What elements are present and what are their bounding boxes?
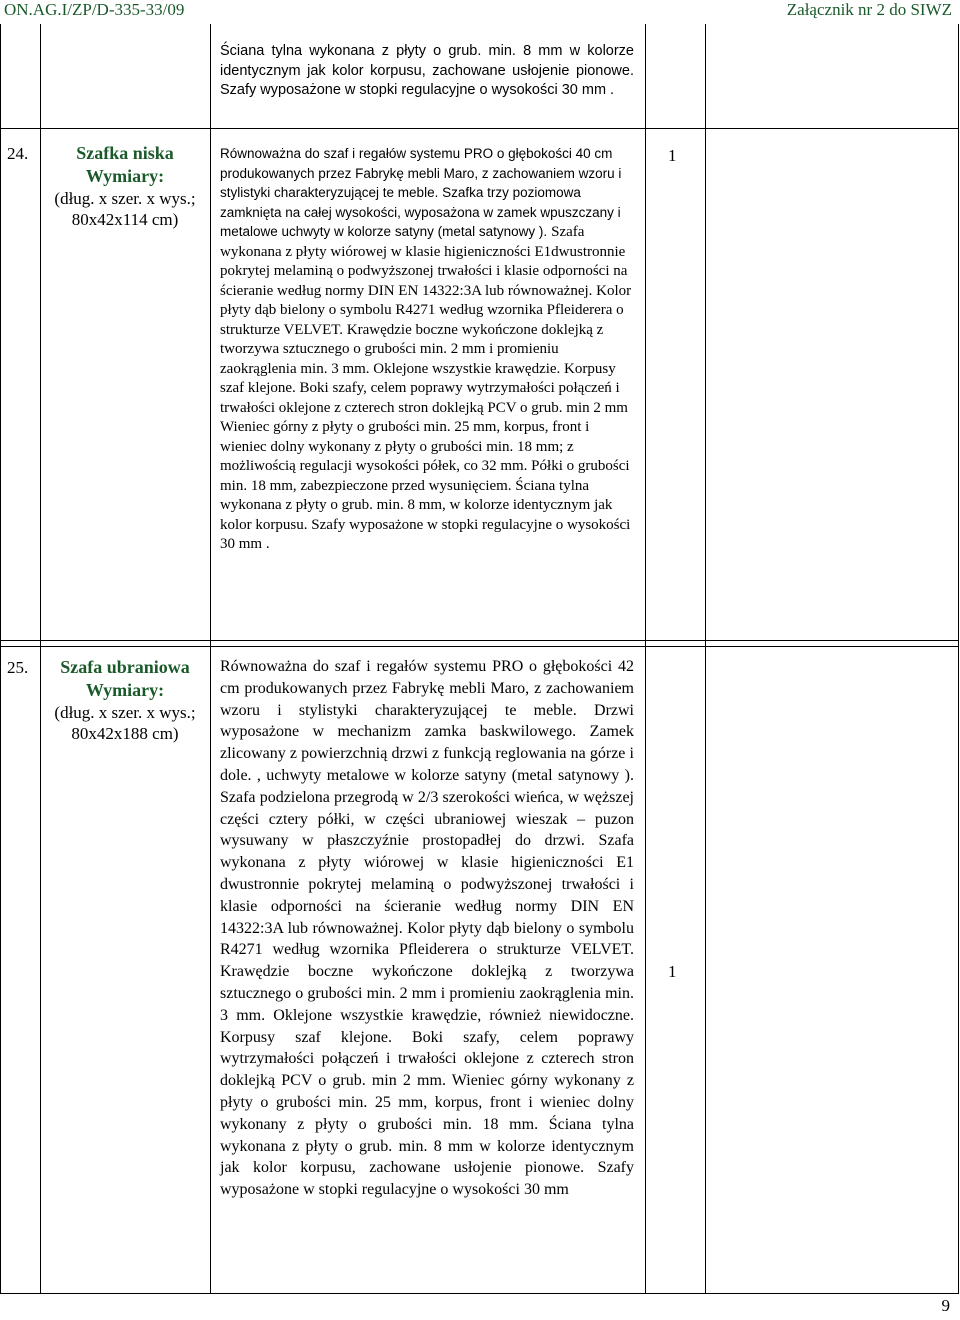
item-name-cell — [42, 656, 208, 744]
item-description: Równoważna do szaf i regałów systemu PRO o głębokości 42 cm produkowanych przez Fabrykę mebli Maro, z zachowaniem wzoru i stylistyki charakteryzującej te meble. Drzwi wyposażone w mechanizm zamka baskwilowego. Zamek zlicowany z powierzchnią drzwi z funkcją reglowania na górze i dole. , uchwyty metalowe w kolorze satyny (metal satynowy ). Szafa podzielona przegrodą w 2/3 szerokości wieńca, w węższej części cztery półki, w części ubraniowej wieszak – puzon wysuwany w płaszczyźnie prostopadłej do drzwi. Szafa wykonana z płyty wiórowej w klasie higieniczności E1 dwustronnie pokrytej melaminą o podwyższonej trwałości i klasie odporności na ścieranie według normy DIN EN 14322:3A lub równoważnej. Kolor płyty dąb bielony o symbolu R4271 według wzornika Pfleiderera o strukturze VELVET. Krawędzie boczne wykończone doklejką z tworzywa sztucznego o grubości min. 2 mm i promieniu zaokrąglenia min. 3 mm. Oklejone wszystkie krawędzie, również niewidoczne. Korpusy szaf klejone. Boki szafy, celem poprawy wytrzymałości połączeń i trwałości oklejone z czterech stron doklejką PCV o grub. min 2 mm. Wieniec górny wykonany z płyty o grubości min. 25 mm, korpus, front i wieniec dolny wykonany z płyty o grubości min. 18 mm. Ściana tylna wykonana z płyty o grub. min. 8 mm w kolorze identycznym jak kolor korpusu, zachowane usłojenie pionowe. Szafy wyposażone w stopki regulacyjne o wysokości 30 mm — [220, 658, 634, 1199]
page-number: 9 — [941, 1296, 950, 1315]
column-divider — [645, 24, 646, 1294]
header-document-code: ON.AG.I/ZP/D-335-33/09 — [4, 0, 185, 19]
row-divider — [0, 128, 959, 129]
item-description — [220, 144, 638, 555]
table-border-bottom — [0, 1293, 959, 1294]
column-divider — [705, 24, 706, 1294]
dimensions-spec: (dług. x szer. x wys.; 80x42x188 cm) — [54, 703, 196, 743]
continuation-description: Ściana tylna wykonana z płyty o grub. min. 8 mm w kolorze identycznym jak kolor korpusu, zachowane usłojenie pionowe. Szafy wyposażone w stopki regulacyjne o wysokości 30 mm . — [220, 43, 634, 98]
dimensions-spec: (dług. x szer. x wys.; 80x42x114 cm) — [54, 189, 196, 229]
description-intro: Równoważna do szaf i regałów systemu PRO o głębokości 40 cm produkowanych przez Fabrykę mebli Maro, z zachowaniem wzoru i stylistyki charakteryzującej te meble. Szafka trzy poziomowa zamknięta na całej wysokości, wyposażona w zamek wpuszczany i metalowe uchwyty w kolorze satyny (metal satynowy ). — [220, 146, 622, 239]
quantity: 1 — [668, 146, 677, 165]
table-border-left — [0, 24, 1, 1294]
row-number: 24. — [7, 144, 29, 163]
row-number: 25. — [7, 658, 29, 677]
row-divider — [0, 646, 959, 647]
header-attachment-label: Załącznik nr 2 do SIWZ — [786, 0, 952, 19]
item-name: Szafa ubraniowa — [60, 657, 190, 677]
row-divider — [0, 640, 959, 641]
column-divider — [210, 24, 211, 1294]
table-border-right — [958, 24, 959, 1294]
dimensions-label: Wymiary: — [85, 680, 165, 700]
specification-table — [0, 24, 960, 1294]
dimensions-label: Wymiary: — [85, 166, 165, 186]
description-details: Szafa wykonana z płyty wiórowej w klasie higieniczności E1dwustronnie pokrytej melaminą o podwyższonej trwałości i klasie odporności na ścieranie według normy DIN EN 14322:3A lub równoważnej. Kolor płyty dąb bielony o symbolu R4271 według wzornika Pfleiderera o strukturze VELVET. Krawędzie boczne wykończone doklejką z tworzywa sztucznego o grubości min. 2 mm i promieniu zaokrąglenia min. 3 mm. Oklejone wszystkie krawędzie. Korpusy szaf klejone. Boki szafy, celem poprawy wytrzymałości połączeń i trwałości oklejone z czterech stron doklejką PCV o grub. min 2 mm Wieniec górny z płyty o grubości min. 25 mm, korpus, front i wieniec dolny wykonany z płyty o grubości min. 18 mm; z możliwością regulacji wysokości półek, co 32 mm. Półki o grubości min. 18 mm, zabezpieczone przed wysunięciem. Ściana tylna wykonana z płyty o grub. min. 8 mm, w kolorze identycznym jak kolor korpusu. Szafy wyposażone w stopki regulacyjne o wysokości 30 mm . — [220, 224, 632, 552]
item-name-cell — [42, 142, 208, 230]
item-name: Szafka niska — [76, 143, 174, 163]
column-divider — [40, 24, 41, 1294]
quantity: 1 — [668, 962, 677, 981]
